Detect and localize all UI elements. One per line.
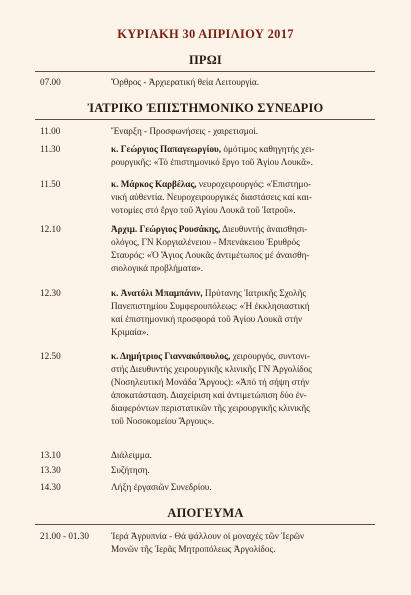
- schedule-time: 12.50: [40, 351, 61, 361]
- divider: [35, 71, 375, 72]
- description-line: καί ἐπιστημονική προσφορά τοῦ Ἁγίου Λουκᾶ στήν: [111, 314, 303, 324]
- schedule-description: [111, 449, 378, 462]
- description-line: ὁμότιμος καθηγητής χει-: [221, 144, 315, 154]
- schedule-time: 14.30: [40, 482, 61, 492]
- section-heading-morning: ΠΡΩΙ: [188, 53, 223, 67]
- description-line: ρουργικῆς: «Τό ἐπιστημονικό ἔργο τοῦ Ἁγίου Λουκᾶ».: [111, 157, 313, 167]
- description-line: (Νοσηλευτική Μονάδα Ἄργους): «Ἀπό τή σήψη στήν: [111, 377, 310, 387]
- schedule-time: 11.00: [40, 126, 61, 136]
- description-line: νευροχειρουργός: «Ἐπιστημο-: [196, 179, 312, 189]
- schedule-time: 12.30: [40, 288, 61, 298]
- speaker-name: κ. Μάρκος Καρβέλας,: [111, 179, 197, 189]
- description-line: Κριμαία».: [111, 327, 149, 337]
- description-line: νική αὐθεντία. Νευροχειρουργικές διαστάσεις καί και-: [111, 192, 312, 202]
- schedule-description: [111, 143, 378, 169]
- schedule-time: 13.30: [40, 465, 61, 475]
- description-line: Συζήτηση.: [111, 465, 150, 475]
- schedule-description: [111, 287, 378, 339]
- speaker-name: κ. Ἀνατόλι Μπαμπάνιν,: [111, 288, 203, 298]
- divider: [35, 119, 375, 120]
- description-line: νοτομίες στό ἔργο τοῦ Ἁγίου Λουκᾶ τοῦ Ἰατροῦ».: [111, 205, 296, 215]
- speaker-name: κ. Δημήτριος Γιαννακόπουλος,: [111, 351, 231, 361]
- description-line: χειρουργός, συντονι-: [230, 351, 310, 361]
- description-line: στής Διευθυντής χειρουργικῆς κλινικῆς ΓΝ Ἀργολίδος: [111, 364, 312, 374]
- description-line: ολόγος, ΓΝ Κοργιαλένειου - Μπενάκειου Ἐρυθρός: [111, 237, 300, 247]
- description-line: Ἔναρξη - Προσφωνήσεις - χαιρετισμοί.: [111, 126, 259, 136]
- schedule-description: [111, 76, 378, 89]
- schedule-time: 21.00 - 01.30: [40, 531, 89, 541]
- schedule-description: [111, 178, 378, 217]
- schedule-description: [111, 481, 378, 494]
- description-line: Πανεπιστημίου Συμφερουπόλεως: «Ἡ ἐκκλησιαστική: [111, 301, 310, 311]
- description-line: τοῦ Νοσοκομείου Ἄργους».: [111, 416, 215, 426]
- description-line: Ἱερά Ἀγρυπνία - Θά ψάλλουν οἱ μοναχές τῶν Ἱερῶν: [111, 531, 305, 541]
- section-heading-afternoon: ΑΠΟΓΕΥΜΑ: [167, 506, 244, 520]
- section-heading-conference: ἸΑΤΡΙΚΟ ἘΠΙΣΤΗΜΟΝΙΚΟ ΣΥΝΕΔΡΙΟ: [87, 101, 324, 115]
- schedule-description: [111, 223, 378, 275]
- speaker-name: κ. Γεώργιος Παπαγεωργίου,: [111, 144, 222, 154]
- schedule-time: 12.10: [40, 224, 61, 234]
- schedule-description: [111, 530, 378, 556]
- description-line: ἀποκατάσταση. Διαχείριση καί ἀντιμετώπιση δύο ἐν-: [111, 390, 307, 400]
- description-line: σιολογικά προβλήματα».: [111, 263, 204, 273]
- description-line: Διάλειμμα.: [111, 450, 152, 460]
- description-line: Λήξη ἐργασιῶν Συνεδρίου.: [111, 482, 212, 492]
- description-line: διαφερόντων περιστατικῶν τῆς χειρουργικῆς κλινικῆς: [111, 403, 310, 413]
- speaker-name: Ἀρχιμ. Γεώργιος Ρουσάκης,: [111, 224, 221, 234]
- schedule-time: 11.30: [40, 144, 61, 154]
- description-line: Πρύτανης Ἰατρικῆς Σχολῆς: [202, 288, 307, 298]
- schedule-time: 07.00: [40, 77, 61, 87]
- page-title: ΚΥΡΙΑΚΗ 30 ΑΠΡΙΛΙΟΥ 2017: [117, 27, 294, 41]
- description-line: Σταυρός: «Ὁ Ἅγιος Λουκᾶς ἀντιμέτωπος μέ ἀναισθη-: [111, 250, 310, 260]
- description-line: Διευθυντής ἀναισθησι-: [220, 224, 308, 234]
- divider: [35, 524, 375, 525]
- schedule-description: [111, 125, 378, 138]
- schedule-time: 13.10: [40, 450, 61, 460]
- schedule-description: [111, 464, 378, 477]
- schedule-time: 11.50: [40, 179, 61, 189]
- description-line: Μονῶν τῆς Ἱερᾶς Μητροπόλεως Ἀργολίδος.: [111, 544, 276, 554]
- schedule-description: [111, 350, 378, 428]
- description-line: Ὄρθρος - Ἀρχιερατική θεία Λειτουργία.: [111, 77, 260, 87]
